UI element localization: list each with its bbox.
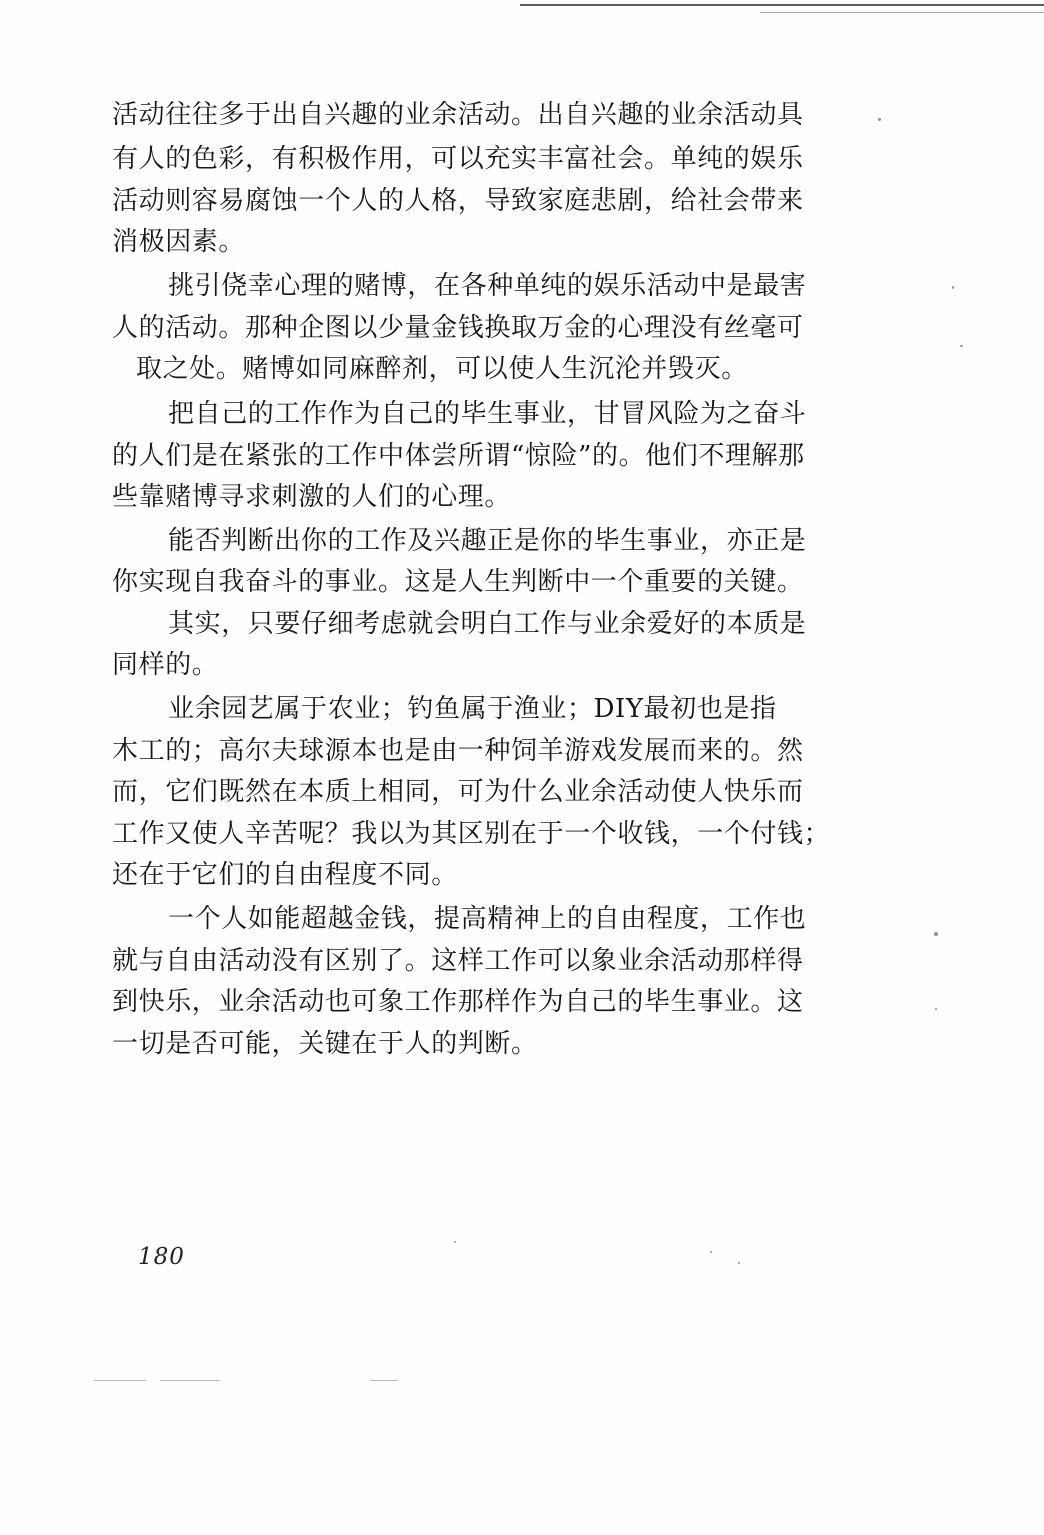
text-line: 挑引侥幸心理的赌博，在各种单纯的娱乐活动中是最害	[168, 271, 807, 301]
text-line: 一个人如能超越金钱，提高精神上的自由程度，工作也	[168, 904, 807, 934]
scan-mark	[370, 1380, 398, 1381]
text-line: 能否判断出你的工作及兴趣正是你的毕生事业，亦正是	[168, 526, 807, 556]
text-line: 活动往往多于出自兴趣的业余活动。出自兴趣的业余活动具	[112, 100, 804, 130]
text-line: 取之处。赌博如同麻醉剂，可以使人生沉沦并毁灭。	[136, 354, 748, 384]
text-line: 其实，只要仔细考虑就会明白工作与业余爱好的本质是	[168, 609, 807, 639]
text-line: 人的活动。那种企图以少量金钱换取万金的心理没有丝毫可	[112, 313, 804, 343]
top-rule	[520, 4, 1044, 6]
text-line: 把自己的工作作为自己的毕生事业，甘冒风险为之奋斗	[168, 399, 807, 429]
text-line: 工作又使人辛苦呢？我以为其区别在于一个收钱，一个付钱；	[112, 819, 831, 849]
text-line: 业余园艺属于农业；钓鱼属于渔业；DIY最初也是指	[168, 694, 777, 724]
page-number: 180	[138, 1244, 185, 1270]
text-line: 的人们是在紧张的工作中体尝所谓“惊险”的。他们不理解那	[112, 441, 805, 471]
text-line: 同样的。	[112, 650, 219, 680]
scan-speck	[935, 1008, 937, 1010]
text-line: 就与自由活动没有区别了。这样工作可以象业余活动那样得	[112, 946, 804, 976]
text-line: 消极因素。	[112, 227, 246, 257]
top-rule-secondary	[760, 12, 1044, 13]
scan-speck	[738, 1262, 740, 1264]
text-line: 你实现自我奋斗的事业。这是人生判断中一个重要的关键。	[112, 567, 804, 597]
text-line: 些靠赌博寻求刺激的人们的心理。	[112, 482, 512, 512]
text-line: 还在于它们的自由程度不同。	[112, 860, 458, 890]
scan-speck	[960, 345, 963, 347]
text-line: 木工的；高尔夫球源本也是由一种饲羊游戏发展而来的。然	[112, 736, 804, 766]
text-line: 一切是否可能，关键在于人的判断。	[112, 1029, 538, 1059]
scan-mark	[94, 1380, 146, 1381]
scan-speck	[878, 118, 881, 121]
text-line: 活动则容易腐蚀一个人的人格，导致家庭悲剧，给社会带来	[112, 186, 804, 216]
scan-mark	[160, 1380, 220, 1381]
text-line: 有人的色彩，有积极作用，可以充实丰富社会。单纯的娱乐	[112, 144, 804, 174]
text-line: 而，它们既然在本质上相同，可为什么业余活动使人快乐而	[112, 777, 804, 807]
scan-speck	[952, 286, 954, 289]
scan-speck	[934, 932, 938, 936]
scan-speck	[454, 1241, 456, 1243]
scan-speck	[710, 1251, 712, 1253]
text-line: 到快乐，业余活动也可象工作那样作为自己的毕生事业。这	[112, 987, 804, 1017]
